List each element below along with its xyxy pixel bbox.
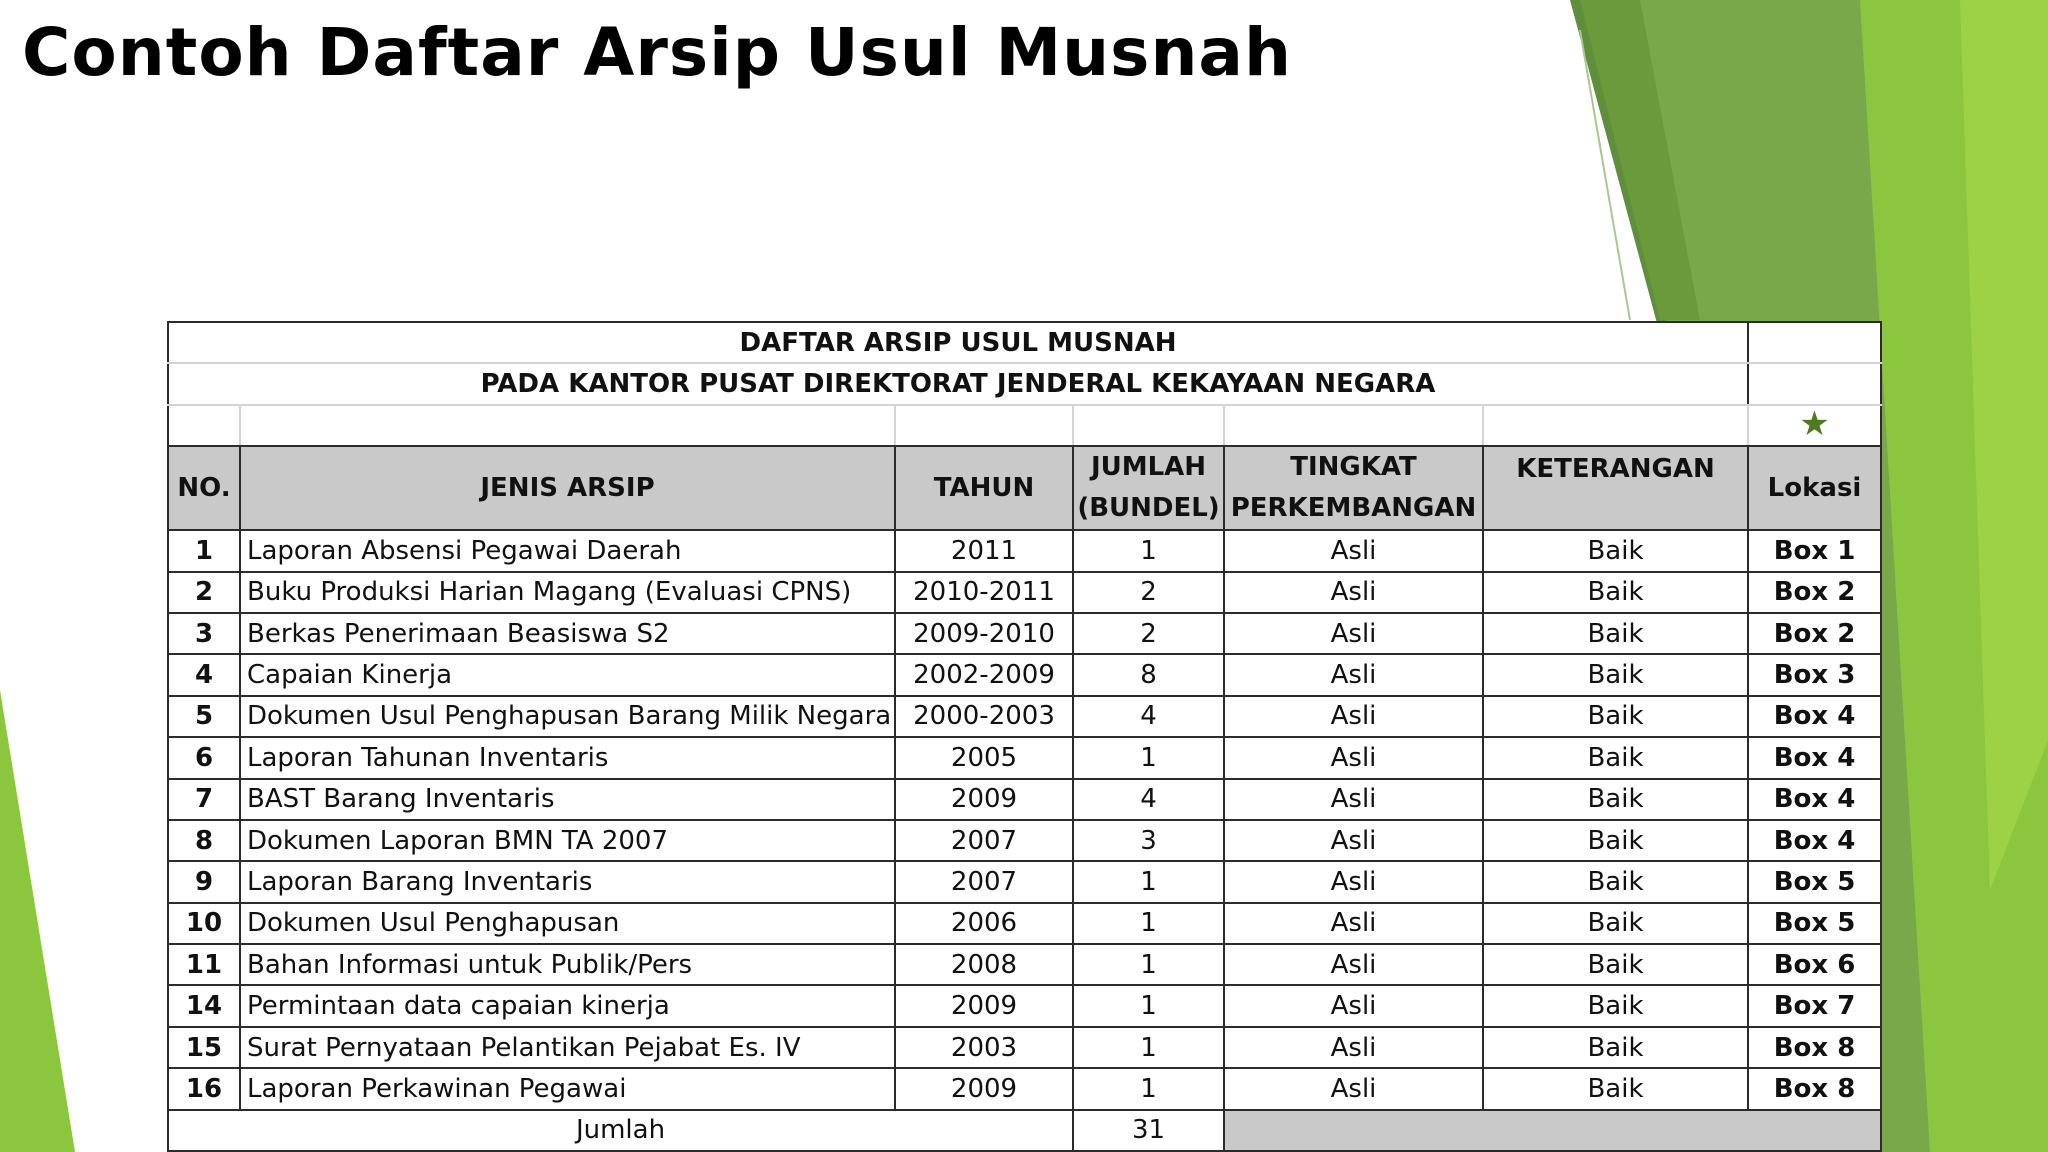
cell-lokasi: Box 4 [1748, 779, 1881, 820]
cell-jumlah: 1 [1073, 903, 1224, 944]
table-row [168, 779, 1881, 820]
table-body [168, 530, 1881, 1109]
cell-jenis-arsip: Capaian Kinerja [240, 654, 895, 695]
cell-no: 2 [168, 572, 240, 613]
header-tingkat-line2: PERKEMBANGAN [1230, 493, 1477, 524]
cell-keterangan: Baik [1483, 613, 1748, 654]
cell-keterangan: Baik [1483, 530, 1748, 571]
cell-jumlah: 1 [1073, 861, 1224, 902]
cell-tahun: 2003 [895, 1027, 1073, 1068]
cell-tahun: 2005 [895, 737, 1073, 778]
cell-lokasi: Box 2 [1748, 613, 1881, 654]
cell-tingkat: Asli [1224, 1068, 1483, 1109]
header-jenis-arsip: JENIS ARSIP [240, 446, 895, 530]
table-row [168, 613, 1881, 654]
cell-jenis-arsip: Dokumen Laporan BMN TA 2007 [240, 820, 895, 861]
cell-keterangan: Baik [1483, 985, 1748, 1026]
cell-tahun: 2008 [895, 944, 1073, 985]
cell-tingkat: Asli [1224, 737, 1483, 778]
cell-no: 11 [168, 944, 240, 985]
cell-jenis-arsip: Surat Pernyataan Pelantikan Pejabat Es. IV [240, 1027, 895, 1068]
cell-no: 15 [168, 1027, 240, 1068]
cell-keterangan: Baik [1483, 572, 1748, 613]
header-jumlah [1073, 446, 1224, 530]
cell-tingkat: Asli [1224, 779, 1483, 820]
table-row [168, 861, 1881, 902]
header-row [168, 446, 1881, 530]
cell-jenis-arsip: Permintaan data capaian kinerja [240, 985, 895, 1026]
table-caption-row [168, 322, 1881, 363]
cell-no: 6 [168, 737, 240, 778]
table-row [168, 737, 1881, 778]
cell-keterangan: Baik [1483, 654, 1748, 695]
cell-keterangan: Baik [1483, 1068, 1748, 1109]
cell-keterangan: Baik [1483, 820, 1748, 861]
cell-tahun: 2009 [895, 779, 1073, 820]
cell-jumlah: 4 [1073, 696, 1224, 737]
cell-jenis-arsip: Berkas Penerimaan Beasiswa S2 [240, 613, 895, 654]
cell-jumlah: 2 [1073, 613, 1224, 654]
cell-tahun: 2009 [895, 1068, 1073, 1109]
cell-lokasi: Box 1 [1748, 530, 1881, 571]
cell-jumlah: 1 [1073, 737, 1224, 778]
header-lokasi: Lokasi [1748, 446, 1881, 530]
cell-lokasi: Box 5 [1748, 903, 1881, 944]
cell-jenis-arsip: Dokumen Usul Penghapusan Barang Milik Negara [240, 696, 895, 737]
cell-jenis-arsip: BAST Barang Inventaris [240, 779, 895, 820]
cell-no: 1 [168, 530, 240, 571]
total-empty-cell [1224, 1110, 1881, 1151]
cell-jumlah: 1 [1073, 1027, 1224, 1068]
cell-keterangan: Baik [1483, 944, 1748, 985]
cell-keterangan: Baik [1483, 861, 1748, 902]
cell-tingkat: Asli [1224, 530, 1483, 571]
slide-title: Contoh Daftar Arsip Usul Musnah [22, 14, 1292, 91]
cell-tingkat: Asli [1224, 696, 1483, 737]
cell-tahun: 2007 [895, 861, 1073, 902]
cell-jumlah: 3 [1073, 820, 1224, 861]
cell-no: 7 [168, 779, 240, 820]
header-tingkat-line1: TINGKAT [1290, 452, 1417, 483]
cell-lokasi: Box 3 [1748, 654, 1881, 695]
cell-jumlah: 1 [1073, 530, 1224, 571]
star-icon: ★ [1799, 404, 1830, 444]
table-row [168, 903, 1881, 944]
green-triangle-left [0, 690, 75, 1152]
cell-jenis-arsip: Dokumen Usul Penghapusan [240, 903, 895, 944]
header-keterangan: KETERANGAN [1483, 446, 1748, 530]
blank-row [168, 405, 1881, 446]
table-row [168, 1027, 1881, 1068]
cell-no: 8 [168, 820, 240, 861]
cell-jumlah: 1 [1073, 985, 1224, 1026]
cell-tahun: 2009-2010 [895, 613, 1073, 654]
cell-lokasi: Box 2 [1748, 572, 1881, 613]
cell-tahun: 2011 [895, 530, 1073, 571]
cell-jenis-arsip: Bahan Informasi untuk Publik/Pers [240, 944, 895, 985]
table-row [168, 696, 1881, 737]
cell-jumlah: 8 [1073, 654, 1224, 695]
cell-jumlah: 1 [1073, 1068, 1224, 1109]
cell-lokasi: Box 4 [1748, 737, 1881, 778]
cell-tahun: 2000-2003 [895, 696, 1073, 737]
cell-no: 16 [168, 1068, 240, 1109]
cell-tingkat: Asli [1224, 820, 1483, 861]
cell-tingkat: Asli [1224, 1027, 1483, 1068]
cell-jumlah: 4 [1073, 779, 1224, 820]
cell-keterangan: Baik [1483, 903, 1748, 944]
table-subtitle-row [168, 363, 1881, 404]
cell-tingkat: Asli [1224, 944, 1483, 985]
cell-tahun: 2007 [895, 820, 1073, 861]
table-title: DAFTAR ARSIP USUL MUSNAH [168, 322, 1748, 363]
table-row [168, 985, 1881, 1026]
cell-no: 10 [168, 903, 240, 944]
header-jumlah-line2: (BUNDEL) [1077, 493, 1220, 524]
cell-jenis-arsip: Laporan Tahunan Inventaris [240, 737, 895, 778]
cell-jumlah: 1 [1073, 944, 1224, 985]
table-row [168, 820, 1881, 861]
cell-keterangan: Baik [1483, 737, 1748, 778]
cell-jenis-arsip: Laporan Absensi Pegawai Daerah [240, 530, 895, 571]
cell-tingkat: Asli [1224, 903, 1483, 944]
cell-keterangan: Baik [1483, 779, 1748, 820]
table-row [168, 654, 1881, 695]
cell-lokasi: Box 6 [1748, 944, 1881, 985]
cell-tingkat: Asli [1224, 985, 1483, 1026]
total-label: Jumlah [168, 1110, 1073, 1151]
total-value: 31 [1073, 1110, 1224, 1151]
table-row [168, 530, 1881, 571]
cell-tahun: 2006 [895, 903, 1073, 944]
cell-tingkat: Asli [1224, 654, 1483, 695]
cell-keterangan: Baik [1483, 1027, 1748, 1068]
cell-lokasi: Box 8 [1748, 1027, 1881, 1068]
cell-lokasi: Box 4 [1748, 696, 1881, 737]
header-tahun: TAHUN [895, 446, 1073, 530]
header-no: NO. [168, 446, 240, 530]
cell-lokasi: Box 5 [1748, 861, 1881, 902]
cell-tingkat: Asli [1224, 861, 1483, 902]
cell-tingkat: Asli [1224, 572, 1483, 613]
cell-jenis-arsip: Buku Produksi Harian Magang (Evaluasi CPNS) [240, 572, 895, 613]
cell-jumlah: 2 [1073, 572, 1224, 613]
table-row [168, 1068, 1881, 1109]
table-row [168, 572, 1881, 613]
cell-tahun: 2009 [895, 985, 1073, 1026]
header-jumlah-line1: JUMLAH [1090, 452, 1207, 483]
cell-no: 14 [168, 985, 240, 1026]
cell-tingkat: Asli [1224, 613, 1483, 654]
cell-no: 5 [168, 696, 240, 737]
cell-tahun: 2010-2011 [895, 572, 1073, 613]
cell-tahun: 2002-2009 [895, 654, 1073, 695]
cell-no: 4 [168, 654, 240, 695]
table-row [168, 944, 1881, 985]
cell-jenis-arsip: Laporan Perkawinan Pegawai [240, 1068, 895, 1109]
total-row [168, 1110, 1881, 1151]
cell-keterangan: Baik [1483, 696, 1748, 737]
cell-lokasi: Box 4 [1748, 820, 1881, 861]
archive-table [167, 321, 1882, 1152]
cell-jenis-arsip: Laporan Barang Inventaris [240, 861, 895, 902]
cell-lokasi: Box 7 [1748, 985, 1881, 1026]
header-tingkat [1224, 446, 1483, 530]
cell-no: 9 [168, 861, 240, 902]
cell-lokasi: Box 8 [1748, 1068, 1881, 1109]
cell-no: 3 [168, 613, 240, 654]
table-subtitle: PADA KANTOR PUSAT DIREKTORAT JENDERAL KEKAYAAN NEGARA [168, 363, 1748, 404]
